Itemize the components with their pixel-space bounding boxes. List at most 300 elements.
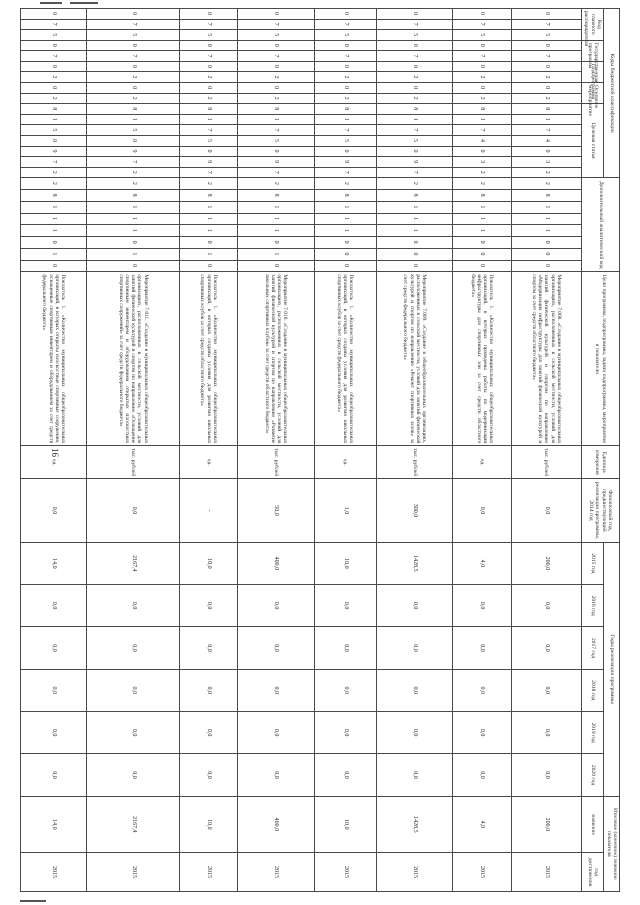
budget-code-cell: 7 (179, 167, 237, 178)
additional-code-cell: 0 (179, 260, 237, 272)
year-value-cell: 0,0 (453, 627, 511, 669)
budget-code-cell: 5 (179, 135, 237, 146)
table-row (511, 9, 581, 892)
budget-code-cell: 0 (314, 40, 376, 51)
year-2015-header: 2015 год (581, 542, 603, 584)
budget-code-cell: 2 (376, 72, 452, 83)
row-name-cell: Мероприятие 7.010. «Создание в муниципальных общеобразовательных организациях, расположенных в сельской местности, условий для занятий физической культурой и спортом по направлению «Развитие школьных спортивных клубов» за счет средств областного бюджета» (238, 272, 314, 446)
years-header: Годы реализации программы (604, 542, 620, 796)
budget-code-cell: 0 (179, 146, 237, 157)
row-name-cell: Показатель 1. «Количество муниципальных общеобразовательных организаций, в которых проведены работы по модернизации инфраструктуры для спортивных зон за счет средств областного бюджета» (453, 272, 511, 446)
budget-code-cell: 7 (453, 125, 511, 136)
budget-code-cell: 4 (453, 135, 511, 146)
year-value-cell: 0,0 (238, 754, 314, 796)
budget-code-cell: 1 (179, 114, 237, 125)
additional-code-cell: 1 (87, 213, 179, 225)
budget-code-cell: 7 (453, 19, 511, 30)
budget-code-cell: 8 (179, 104, 237, 115)
budget-code-cell: 5 (179, 30, 237, 41)
budget-code-cell: 2 (453, 93, 511, 104)
year-value-cell: 0,0 (179, 585, 237, 627)
year-value-cell: 0,0 (376, 669, 452, 711)
budget-code-cell: 7 (238, 125, 314, 136)
budget-code-cell: 0 (314, 9, 376, 20)
budget-code-cell: 2 (21, 72, 87, 83)
budget-code-cell: 7 (87, 157, 179, 168)
budget-code-cell: 0 (453, 146, 511, 157)
year-value-cell: 0,0 (179, 627, 237, 669)
additional-code-cell: 1 (314, 213, 376, 225)
additional-code-cell: 0 (238, 237, 314, 249)
budget-code-cell: 0 (87, 135, 179, 146)
additional-code-cell: 0 (511, 248, 581, 260)
budget-code-cell: 8 (453, 104, 511, 115)
budget-code-cell: 7 (179, 19, 237, 30)
year-value-cell: 0,0 (376, 585, 452, 627)
budget-code-cell: 2 (179, 93, 237, 104)
row-name-cell: Показатель 1. «Количество муниципальных общеобразовательных организаций, в которых открыты плоскостные спортивные сооружения, оснащенные спортивным инвентарем и оборудованием за счет средств федерального бюджета» (21, 272, 87, 446)
additional-code-cell: 1 (238, 248, 314, 260)
budget-code-cell: 5 (238, 30, 314, 41)
budget-code-cell: 7 (511, 19, 581, 30)
additional-code-cell: 1 (87, 201, 179, 213)
final-value-subheader: значение (581, 796, 603, 852)
additional-code-cell: 1 (179, 248, 237, 260)
budget-code-cell: 1 (87, 114, 179, 125)
additional-code-cell: 0 (453, 248, 511, 260)
final-year-cell: 2015 (453, 853, 511, 892)
additional-code-cell: 0 (376, 248, 452, 260)
budget-code-cell: 8 (21, 104, 87, 115)
additional-code-cell: 1 (453, 225, 511, 237)
additional-code-header: Дополнительный аналитический код (581, 178, 619, 272)
finance-year-cell: 0,0 (453, 479, 511, 542)
row-name-cell: Мероприятие 7.011. «Создание в муниципальных общеобразовательных организациях, расположенных в сельской местности, условий для занятий физической культурой и спортом по направлению «Оснащение спортивным инвентарем и оборудованием открытых плоскостных спортивных сооружений» за счет средств федерального бюджета» (87, 272, 179, 446)
unit-cell: тыс. рублей (87, 446, 179, 479)
year-value-cell: 0,0 (21, 754, 87, 796)
budget-code-cell: 0 (376, 146, 452, 157)
budget-code-cell: 8 (87, 104, 179, 115)
row-name-cell: Показатель 1. «Количество муниципальных общеобразовательных организаций, в которых созданы условия для развития школьных спортивных клубов за счет средств областного бюджета» (179, 272, 237, 446)
budget-code-cell: 5 (21, 125, 87, 136)
subprogram-header: Подпрограмма (581, 61, 603, 82)
budget-code-cell: 9 (21, 146, 87, 157)
budget-code-cell: 7 (314, 167, 376, 178)
budget-code-cell: 1 (453, 114, 511, 125)
budget-code-cell: 2 (376, 93, 452, 104)
budget-code-cell: 5 (21, 30, 87, 41)
year-value-cell: 0,0 (238, 711, 314, 753)
table-row (238, 9, 314, 892)
final-year-cell: 2015 (87, 853, 179, 892)
budget-code-cell: 0 (511, 9, 581, 20)
gp-code-header: Код главного распорядителя (581, 9, 603, 41)
budget-code-cell: 0 (87, 83, 179, 94)
budget-class-header: Коды бюджетной классификации (604, 9, 620, 178)
budget-code-cell: 8 (376, 104, 452, 115)
year-2017-header: 2017 год (581, 627, 603, 669)
budget-code-cell: 2 (179, 72, 237, 83)
additional-code-cell: 1 (21, 225, 87, 237)
additional-code-cell: 0 (511, 260, 581, 272)
table-row (21, 9, 87, 892)
budget-code-cell: 0 (376, 9, 452, 20)
year-value-cell: 0,0 (238, 585, 314, 627)
budget-code-cell: 5 (453, 30, 511, 41)
final-year-subheader: год достижения (581, 853, 603, 892)
table-row (314, 9, 376, 892)
year-value-cell: 0,0 (314, 585, 376, 627)
budget-code-cell: 5 (376, 30, 452, 41)
budget-code-cell: 7 (87, 51, 179, 62)
additional-code-cell: 1 (511, 213, 581, 225)
unit-cell: тыс. рублей (376, 446, 452, 479)
additional-code-cell: 2 (238, 178, 314, 190)
budget-code-cell: 2 (21, 167, 87, 178)
year-value-cell: 10,0 (314, 542, 376, 584)
budget-code-cell: 0 (314, 61, 376, 72)
year-value-cell: 10,0 (179, 542, 237, 584)
budget-code-cell: 8 (511, 104, 581, 115)
additional-code-cell: 1 (179, 201, 237, 213)
budget-code-cell: 9 (314, 157, 376, 168)
year-value-cell: 0,0 (87, 627, 179, 669)
year-value-cell: 0,0 (511, 711, 581, 753)
budget-code-cell: 7 (238, 51, 314, 62)
budget-code-cell: 5 (376, 135, 452, 146)
budget-code-cell: 9 (376, 157, 452, 168)
additional-code-cell: 1 (238, 225, 314, 237)
budget-code-cell: 0 (314, 83, 376, 94)
budget-code-cell: 2 (511, 72, 581, 83)
year-value-cell: 0,0 (376, 627, 452, 669)
additional-code-cell: 8 (453, 190, 511, 202)
additional-code-cell: 2 (453, 178, 511, 190)
budget-code-cell: 7 (376, 51, 452, 62)
final-value-cell: 2167,4 (87, 796, 179, 852)
finance-year-cell: - (179, 479, 237, 542)
finance-year-cell: 0,0 (21, 479, 87, 542)
year-value-cell: 0,0 (238, 627, 314, 669)
year-value-cell: 0,0 (511, 585, 581, 627)
budget-code-cell: 2 (238, 93, 314, 104)
budget-code-cell: 1 (21, 114, 87, 125)
table-row (453, 9, 511, 892)
budget-code-cell: 0 (511, 83, 581, 94)
budget-code-cell: 2 (21, 93, 87, 104)
budget-code-cell: 2 (314, 72, 376, 83)
year-value-cell: 4,0 (453, 542, 511, 584)
budget-code-cell: 0 (179, 83, 237, 94)
final-value-cell: 200,0 (511, 796, 581, 852)
additional-code-cell: 0 (511, 237, 581, 249)
year-value-cell: 0,0 (21, 711, 87, 753)
year-value-cell: 0,0 (87, 711, 179, 753)
budget-code-cell: 0 (511, 61, 581, 72)
budget-code-cell: 7 (21, 19, 87, 30)
table-row (87, 9, 179, 892)
unit-cell: тыс. рублей (238, 446, 314, 479)
table-body (21, 9, 582, 892)
name-header: Цели программы, подпрограммы, задачи подпрограммы, мероприятия и показатели (581, 272, 619, 446)
budget-code-cell: 7 (314, 19, 376, 30)
budget-code-cell: 0 (238, 9, 314, 20)
additional-code-cell: 0 (179, 237, 237, 249)
final-value-cell: 1428,5 (376, 796, 452, 852)
additional-code-cell: 1 (21, 213, 87, 225)
additional-code-cell: 1 (87, 225, 179, 237)
budget-code-cell: 1 (314, 114, 376, 125)
year-value-cell: 0,0 (87, 669, 179, 711)
additional-code-cell: 1 (314, 201, 376, 213)
additional-code-cell: 1 (179, 225, 237, 237)
budget-code-cell: 0 (453, 9, 511, 20)
budget-code-cell: 0 (238, 146, 314, 157)
budget-code-cell: 2 (87, 93, 179, 104)
additional-code-cell: 1 (179, 213, 237, 225)
budget-code-cell: 0 (238, 83, 314, 94)
budget-code-cell: 7 (511, 125, 581, 136)
budget-code-cell: 2 (453, 72, 511, 83)
budget-code-cell: 5 (87, 125, 179, 136)
year-value-cell: 0,0 (179, 754, 237, 796)
additional-code-cell: 1 (238, 213, 314, 225)
final-value-cell: 4,0 (453, 796, 511, 852)
additional-code-cell: 1 (511, 225, 581, 237)
target-item-header: Целевая статья (581, 104, 603, 178)
final-year-cell: 2015 (179, 853, 237, 892)
unit-header: Единица измерения (581, 446, 619, 479)
additional-code-cell: 2 (21, 178, 87, 190)
budget-code-cell: 2 (87, 72, 179, 83)
budget-code-cell: 0 (179, 61, 237, 72)
finance-year-cell: 300,0 (376, 479, 452, 542)
additional-code-cell: 0 (87, 260, 179, 272)
budget-code-cell: 0 (376, 40, 452, 51)
additional-code-cell: 0 (453, 237, 511, 249)
budget-code-cell: 7 (238, 167, 314, 178)
unit-cell: ед. (314, 446, 376, 479)
year-value-cell: 0,0 (511, 754, 581, 796)
additional-code-cell: 0 (87, 237, 179, 249)
additional-code-cell: 0 (21, 260, 87, 272)
budget-code-cell: 7 (314, 51, 376, 62)
year-value-cell: 400,0 (238, 542, 314, 584)
budget-code-cell: 1 (238, 114, 314, 125)
table-row (179, 9, 237, 892)
additional-code-cell: 2 (314, 178, 376, 190)
unit-cell: ед. (179, 446, 237, 479)
additional-code-cell: 8 (179, 190, 237, 202)
additional-code-cell: 1 (453, 201, 511, 213)
budget-code-cell: 7 (21, 157, 87, 168)
year-value-cell: 0,0 (314, 669, 376, 711)
budget-code-cell: 0 (87, 9, 179, 20)
budget-code-cell: 0 (179, 9, 237, 20)
year-value-cell: 200,0 (511, 542, 581, 584)
budget-code-cell: 9 (179, 157, 237, 168)
year-value-cell: 0,0 (238, 669, 314, 711)
budget-code-cell: 0 (376, 61, 452, 72)
additional-code-cell: 0 (21, 237, 87, 249)
additional-code-cell: 0 (314, 248, 376, 260)
budget-code-cell: 9 (87, 146, 179, 157)
finance-year-cell: 0,0 (87, 479, 179, 542)
budget-code-cell: 9 (238, 157, 314, 168)
additional-code-cell: 1 (376, 201, 452, 213)
year-value-cell: 0,0 (453, 585, 511, 627)
year-value-cell: 0,0 (21, 627, 87, 669)
year-value-cell: 14,0 (21, 542, 87, 584)
year-value-cell: 0,0 (314, 754, 376, 796)
budget-code-cell: 7 (238, 19, 314, 30)
budget-code-cell: 0 (179, 40, 237, 51)
additional-code-cell: 8 (376, 190, 452, 202)
unit-cell: ед. (21, 446, 87, 479)
budget-code-cell: 7 (376, 167, 452, 178)
budget-code-cell: 0 (21, 135, 87, 146)
additional-code-cell: 8 (21, 190, 87, 202)
budget-code-cell: 5 (87, 30, 179, 41)
budget-code-cell: 0 (21, 9, 87, 20)
finance-year-cell: 50,0 (238, 479, 314, 542)
row-name-cell: Показатель 1. «Количество муниципальных общеобразовательных организаций, в которых созданы условия для развития школьных спортивных клубов за счет средств федерального бюджета» (314, 272, 376, 446)
year-2020-header: 2020 год (581, 754, 603, 796)
additional-code-cell: 1 (87, 248, 179, 260)
budget-code-cell: 7 (179, 51, 237, 62)
year-value-cell: 0,0 (453, 669, 511, 711)
additional-code-cell: 2 (376, 178, 452, 190)
budget-code-cell: 0 (511, 40, 581, 51)
budget-code-cell: 7 (87, 19, 179, 30)
additional-code-cell: 8 (87, 190, 179, 202)
final-value-cell: 14,0 (21, 796, 87, 852)
additional-code-cell: 8 (314, 190, 376, 202)
final-year-cell: 2015 (511, 853, 581, 892)
year-value-cell: 0,0 (21, 585, 87, 627)
additional-code-cell: 1 (376, 213, 452, 225)
additional-code-cell: 1 (376, 225, 452, 237)
table-row (376, 9, 452, 892)
final-year-cell: 2015 (314, 853, 376, 892)
additional-code-cell: 1 (238, 201, 314, 213)
budget-code-cell: 2 (511, 167, 581, 178)
additional-code-cell: 0 (238, 260, 314, 272)
unit-cell: ед. (453, 446, 511, 479)
year-value-cell: 2167,4 (87, 542, 179, 584)
final-year-cell: 2015 (238, 853, 314, 892)
budget-code-cell: 0 (453, 61, 511, 72)
budget-code-cell: 5 (314, 30, 376, 41)
year-value-cell: 0,0 (21, 669, 87, 711)
page-number: 16 (50, 448, 60, 457)
budget-code-cell: 0 (453, 83, 511, 94)
year-value-cell: 0,0 (376, 754, 452, 796)
final-value-cell: 10,0 (314, 796, 376, 852)
budget-code-cell: 0 (376, 83, 452, 94)
final-year-cell: 2015 (376, 853, 452, 892)
additional-code-cell: 0 (314, 260, 376, 272)
additional-code-cell: 0 (376, 237, 452, 249)
budget-code-cell: 7 (376, 125, 452, 136)
year-value-cell: 1428,5 (376, 542, 452, 584)
additional-code-cell: 1 (453, 213, 511, 225)
unit-cell: тыс. рублей (511, 446, 581, 479)
additional-code-cell: 2 (179, 178, 237, 190)
budget-code-cell: 4 (511, 135, 581, 146)
budget-code-cell: 0 (21, 40, 87, 51)
row-name-cell: Мероприятие 7.008. «Создание в муниципальных общеобразовательных организациях, расположенных в сельской местности, условий для занятий физической культурой и спортом по направлению «Модернизация инфраструктуры для занятий физической культурой и спортом за счет средств областного бюджета» (511, 272, 581, 446)
year-value-cell: 0,0 (314, 627, 376, 669)
additional-code-cell: 8 (511, 190, 581, 202)
year-2018-header: 2018 год (581, 669, 603, 711)
program-table (20, 8, 620, 892)
budget-code-cell: 1 (376, 114, 452, 125)
budget-code-cell: 7 (21, 51, 87, 62)
year-value-cell: 0,0 (453, 711, 511, 753)
budget-code-cell: 2 (453, 167, 511, 178)
year-value-cell: 0,0 (511, 627, 581, 669)
additional-code-cell: 1 (21, 201, 87, 213)
additional-code-cell: 0 (314, 237, 376, 249)
row-name-cell: Мероприятие 7.009. «Создание в общеобразовательных организациях, расположенных в сельской местности, условий для занятий физической культурой и спортом по направлению «Ремонт спортивных залов» за счет средств федерального бюджета» (376, 272, 452, 446)
budget-code-cell: 1 (511, 114, 581, 125)
final-value-cell: 400,0 (238, 796, 314, 852)
budget-code-cell: 7 (453, 51, 511, 62)
final-year-cell: 2015 (21, 853, 87, 892)
year-2019-header: 2019 год (581, 711, 603, 753)
budget-code-cell: 2 (238, 72, 314, 83)
additional-code-cell: 1 (511, 201, 581, 213)
year-value-cell: 0,0 (87, 585, 179, 627)
budget-code-cell: 5 (314, 135, 376, 146)
budget-code-cell: 0 (238, 61, 314, 72)
additional-code-cell: 2 (511, 178, 581, 190)
additional-code-cell: 8 (238, 190, 314, 202)
year-value-cell: 0,0 (179, 669, 237, 711)
budget-code-cell: 0 (314, 146, 376, 157)
budget-code-cell: 8 (238, 104, 314, 115)
budget-code-cell: 0 (21, 61, 87, 72)
additional-code-cell: 2 (87, 178, 179, 190)
budget-code-cell: 2 (511, 93, 581, 104)
budget-code-cell: 0 (87, 61, 179, 72)
finance-year-cell: 0,0 (511, 479, 581, 542)
year-value-cell: 0,0 (511, 669, 581, 711)
budget-code-cell: 2 (314, 93, 376, 104)
finance-year-cell: 1,0 (314, 479, 376, 542)
final-value-header: Итоговое (конечное) значение показателя (604, 796, 620, 891)
budget-code-cell: 7 (314, 125, 376, 136)
budget-code-cell: 8 (314, 104, 376, 115)
budget-code-cell: 0 (453, 40, 511, 51)
program-header: Государственная программа (581, 40, 603, 61)
budget-code-cell: 0 (87, 40, 179, 51)
budget-code-cell: 7 (179, 125, 237, 136)
budget-code-cell: 2 (87, 167, 179, 178)
year-value-cell: 0,0 (179, 711, 237, 753)
budget-code-cell: 5 (238, 135, 314, 146)
budget-code-cell: 0 (511, 146, 581, 157)
year-value-cell: 0,0 (376, 711, 452, 753)
additional-code-cell: 0 (376, 260, 452, 272)
year-2016-header: 2016 год (581, 585, 603, 627)
additional-code-cell: 0 (453, 260, 511, 272)
additional-code-cell: 1 (314, 225, 376, 237)
budget-code-cell: 7 (511, 51, 581, 62)
final-value-cell: 10,0 (179, 796, 237, 852)
additional-code-cell: 1 (21, 248, 87, 260)
